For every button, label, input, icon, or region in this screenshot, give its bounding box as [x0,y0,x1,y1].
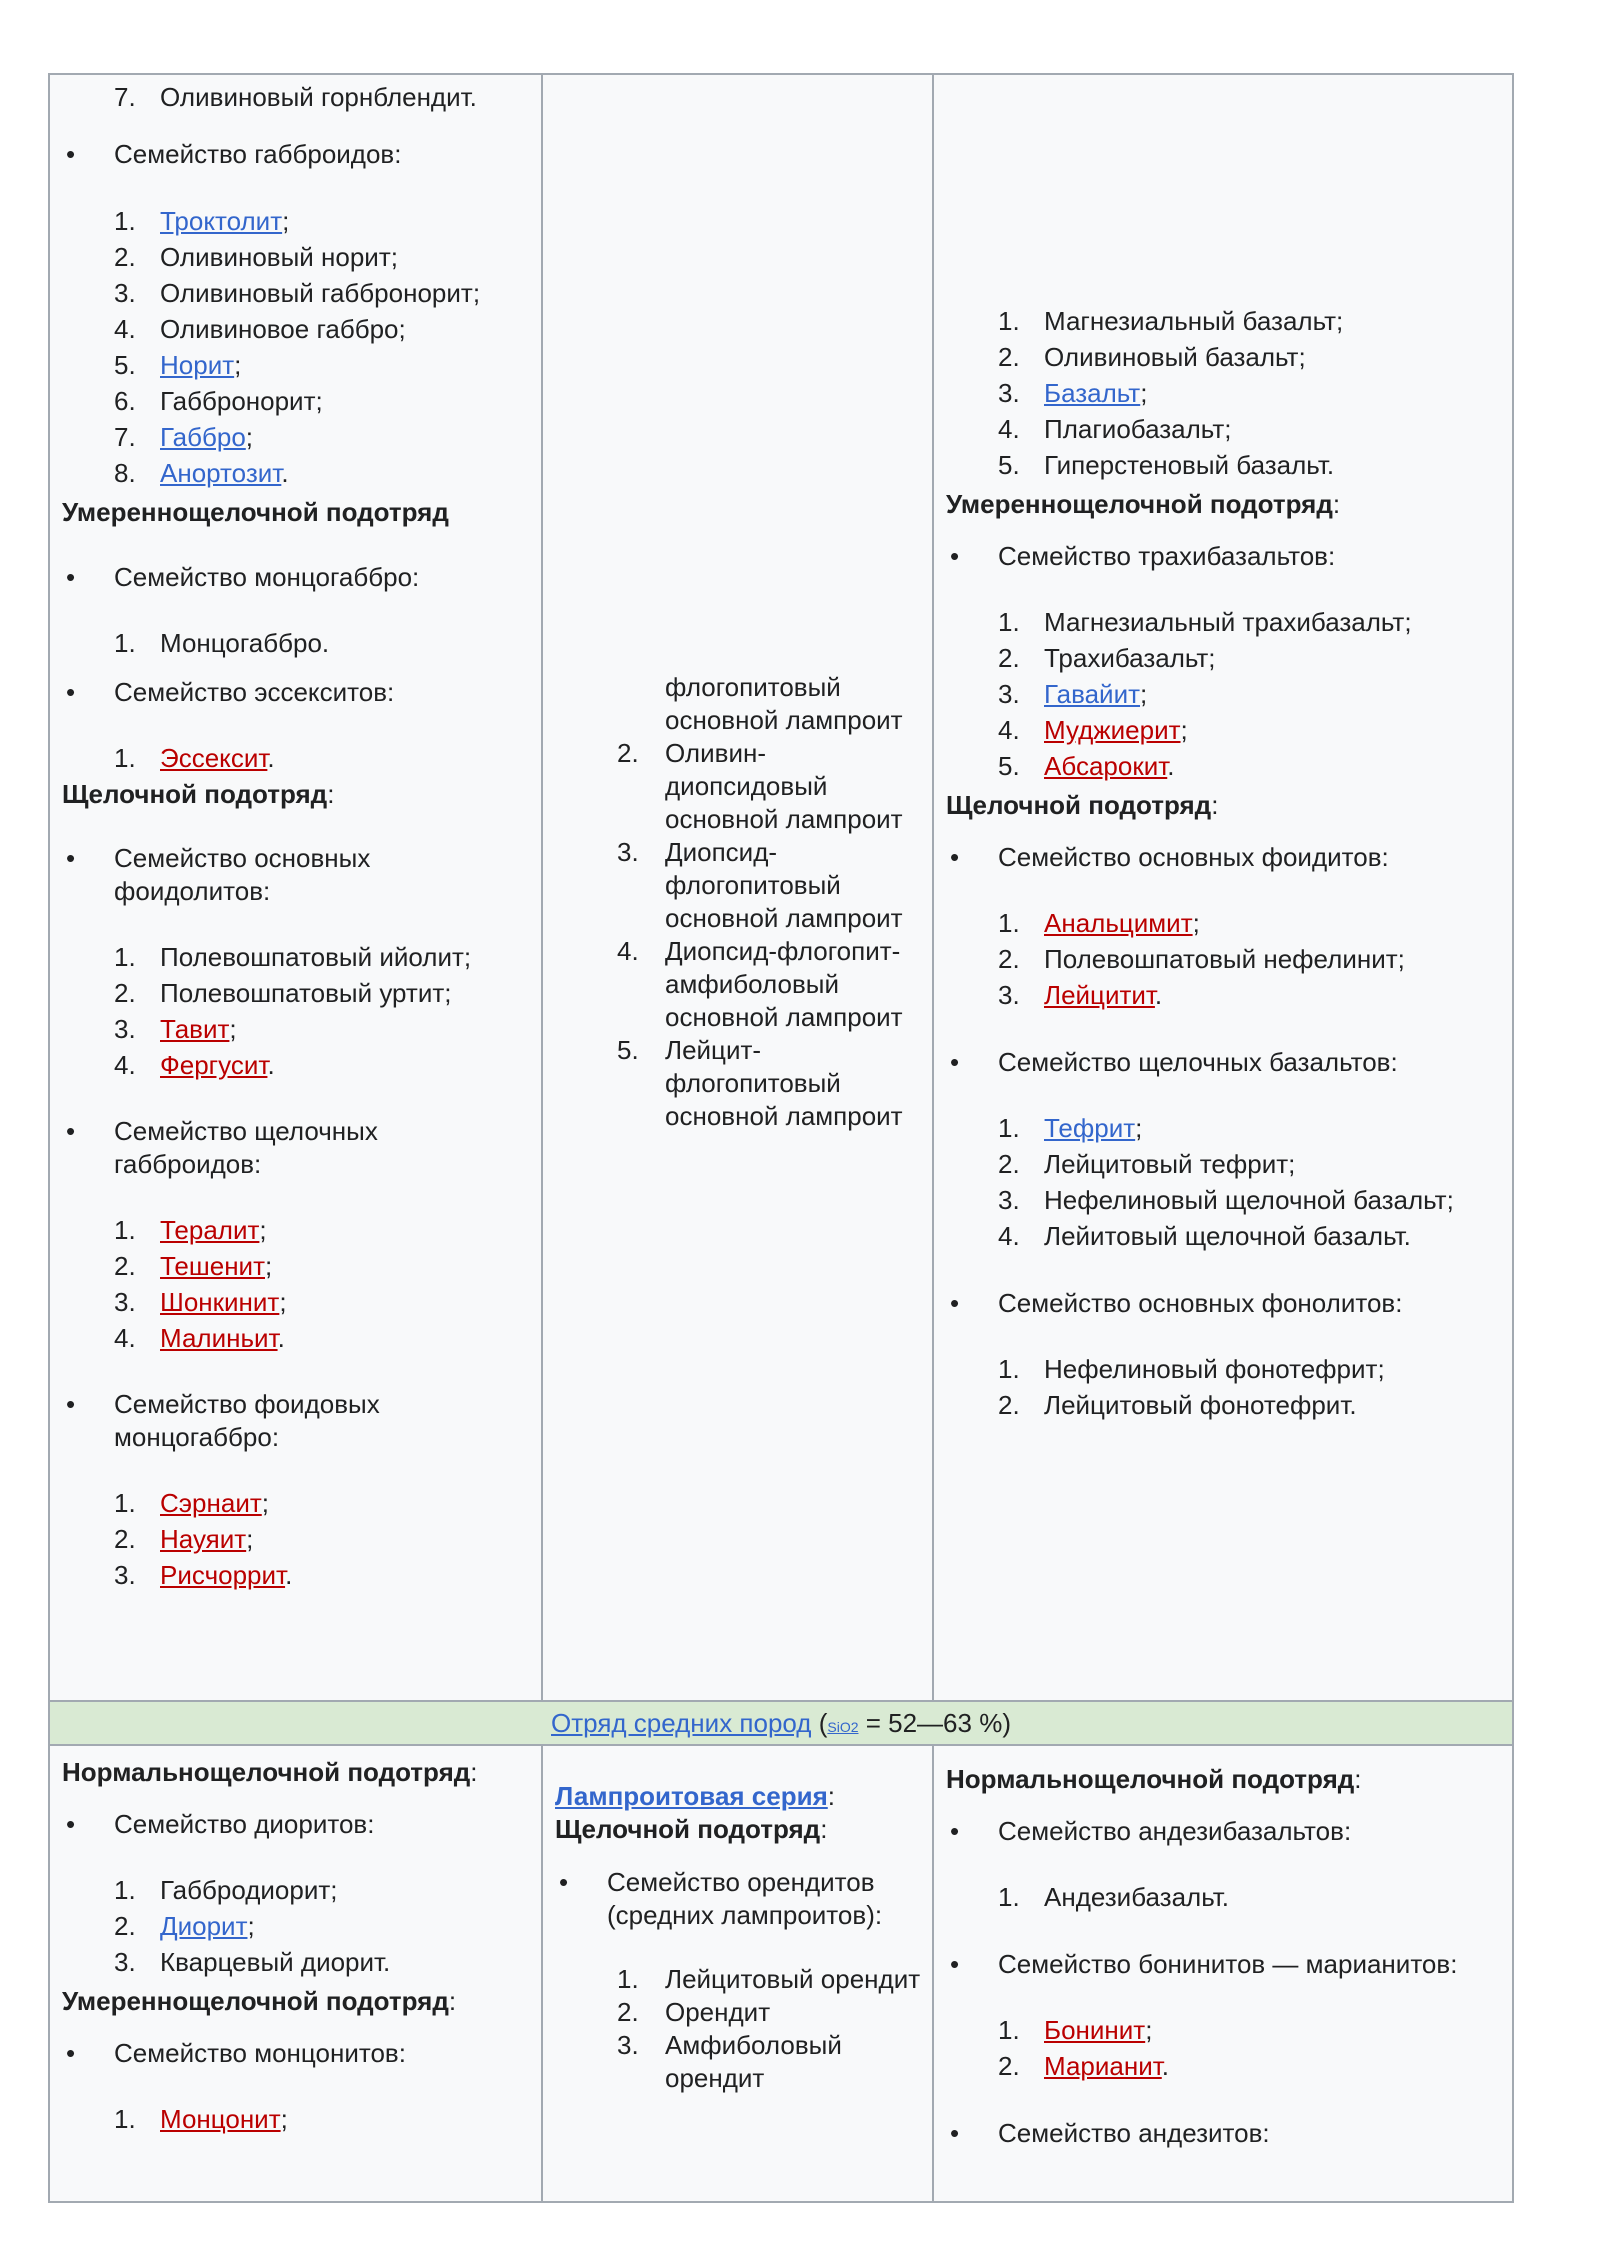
list-item-text: Оливиновый габбронорит; [160,278,481,308]
list-item [62,1011,533,1047]
list-number: 2. [114,1524,136,1554]
list-item [62,1212,533,1248]
list-number: 3. [114,1287,136,1317]
rock-classification-table [48,73,1514,2203]
rock-link[interactable]: Тералит [160,1215,260,1245]
list-punct: ; [246,1524,254,1554]
list-item [62,1320,533,1356]
list-gabbroids [62,203,533,491]
rock-link[interactable]: Науяит [160,1524,247,1554]
list-number: 5. [114,350,136,380]
list-item [62,1908,533,1944]
lamproite-series-heading: Лампроитовая серия: [555,1781,835,1811]
list-number: 4. [114,1050,136,1080]
family-foidites: • Семейство основных фоидитов: [950,842,1389,872]
list-item [946,604,1504,640]
rock-link[interactable]: Шонкинит [160,1287,280,1317]
list-item [62,455,533,491]
list-punct: ; [229,1014,237,1044]
list-alkaline-gabbroids [62,1212,533,1356]
list-number: 4. [114,1323,136,1353]
list-number: 1. [114,942,136,972]
list-number: 4. [998,715,1020,745]
list-item [555,836,924,935]
list-item [62,1557,533,1593]
rock-link[interactable]: Тешенит [160,1251,265,1281]
list-number: 5. [617,1035,639,1065]
list-item [946,447,1504,483]
list-item-text: Полевошпатовый уртит; [160,978,452,1008]
column-plutonic [50,1746,543,2201]
list-punct: . [267,743,275,773]
rock-link[interactable]: Габбро [160,422,246,452]
list-number: 6. [114,386,136,416]
list-number: 3. [998,980,1020,1010]
list-number: 1. [998,607,1020,637]
list-item [946,411,1504,447]
list-number: 2. [998,643,1020,673]
list-item [946,303,1504,339]
list-item [946,2048,1504,2084]
list-foidites [946,905,1504,1013]
list-number: 3. [998,378,1020,408]
list-item [62,419,533,455]
list-item [555,737,924,836]
list-item [62,939,533,975]
list-number: 3. [617,2030,639,2060]
list-boninites [946,2012,1504,2084]
list-number: 1. [114,628,136,658]
list-punct: ; [245,422,254,452]
list-item [62,383,533,419]
list-number: 8. [114,458,136,488]
list-number: 2. [998,944,1020,974]
list-punct: ; [247,1911,255,1941]
list-item-text: Кварцевый диорит. [160,1947,391,1977]
rock-link[interactable]: Тавит [160,1014,230,1044]
subgroup-moderate-alkaline: Умереннощелочной подотряд: [62,1986,457,2016]
list-number: 3. [998,679,1020,709]
list-item [946,748,1504,784]
sio2-link[interactable]: SiO2 [827,1719,859,1735]
list-item-text: Лейитовый щелочной базальт. [1044,1221,1411,1251]
list-item-text: Нефелиновый щелочной базальт; [1044,1185,1454,1215]
rock-link[interactable]: Бонинит [1044,2015,1146,2045]
list-number: 1. [998,1354,1020,1384]
list-number: 2. [114,242,136,272]
list-item [946,1182,1504,1218]
list-lamproites [555,737,924,1133]
list-number: 2. [998,1390,1020,1420]
table-row-basic-rocks [50,75,1512,1700]
list-item [946,941,1504,977]
list-item [946,2012,1504,2048]
list-number: 1. [998,306,1020,336]
list-number: 2. [114,1251,136,1281]
column-lamproite [543,75,934,1700]
list-item [62,740,533,776]
list-number: 3. [998,1185,1020,1215]
list-number: 1. [114,1488,136,1518]
list-item [946,1387,1504,1423]
list-number: 3. [114,1560,136,1590]
family-diorites: • Семейство диоритов: [66,1809,375,1839]
list-number: 3. [617,837,639,867]
list-number: 2. [617,738,639,768]
list-item [62,2101,533,2137]
list-item [62,311,533,347]
list-item [946,1110,1504,1146]
list-number: 2. [998,2051,1020,2081]
list-item [62,1248,533,1284]
family-phonolites: • Семейство основных фонолитов: [950,1288,1403,1318]
subgroup-normal-alkaline: Нормальнощелочной подотряд: [946,1764,1362,1794]
list-punct: ; [1145,2015,1153,2045]
list-punct: ; [234,350,242,380]
list-item-text: Нефелиновый фонотефрит; [1044,1354,1385,1384]
family-monzonites: • Семейство монцонитов: [66,2038,406,2068]
list-item-text: Лейцитовый орендит [665,1964,921,1994]
rock-link[interactable]: Рисчоррит [160,1560,286,1590]
list-basalts [946,303,1504,483]
subgroup-alkaline: Щелочной подотряд: [62,779,335,809]
family-trachybasalts: • Семейство трахибазальтов: [950,541,1336,571]
list-item-text: Магнезиальный трахибазальт; [1044,607,1412,637]
list-item-text: Гиперстеновый базальт. [1044,450,1335,480]
rock-link[interactable]: Диорит [160,1911,248,1941]
list-item-text: Орендит [665,1997,771,2027]
list-punct: . [1154,980,1163,1010]
list-item-text: Амфиболовый орендит [665,2030,842,2093]
list-monzonites [62,2101,533,2137]
list-item [62,1047,533,1083]
list-item [62,1284,533,1320]
list-continued [62,75,533,115]
list-item [946,339,1504,375]
list-item-text: Магнезиальный базальт; [1044,306,1344,336]
list-punct: . [1161,2051,1169,2081]
subgroup-alkaline: Щелочной подотряд: [946,790,1219,820]
subgroup-normal-alkaline: Нормальнощелочной подотряд: [62,1757,478,1787]
list-item [946,1218,1504,1254]
list-punct: ; [282,206,290,236]
list-item-text: Полевошпатовый ийолит; [160,942,472,972]
family-boninites: • Семейство бонинитов — марианитов: [950,1949,1458,1979]
list-item-text: Габбронорит; [160,386,323,416]
list-essexites [62,740,533,776]
family-gabbroids: • Семейство габброидов: [66,139,402,169]
list-item [555,935,924,1034]
list-punct: . [281,458,289,488]
rock-link[interactable]: Анортозит [160,458,282,488]
list-number: 1. [114,206,136,236]
list-punct: ; [1135,1113,1143,1143]
list-number: 5. [998,450,1020,480]
list-item-text: Габбродиорит; [160,1875,338,1905]
list-trachybasalts [946,604,1504,784]
rock-link[interactable]: Лейцитит [1044,980,1155,1010]
list-item [555,2029,924,2095]
list-item [62,1485,533,1521]
family-monzogabbro: • Семейство монцогаббро: [66,562,420,592]
family-andesites: • Семейство андезитов: [950,2118,1270,2148]
list-foidolites [62,939,533,1083]
list-punct: ; [1192,908,1200,938]
subgroup-alkaline: Щелочной подотряд: [555,1814,828,1844]
list-item [946,375,1504,411]
list-punct: ; [1140,378,1148,408]
column-volcanic [934,75,1512,1700]
list-number: 7. [114,422,136,452]
list-number: 2. [998,1149,1020,1179]
list-item [62,275,533,311]
intermediate-rocks-link[interactable]: Отряд средних пород [551,1708,812,1738]
list-number: 4. [114,314,136,344]
list-item [946,676,1504,712]
list-number: 1. [617,1964,639,1994]
rock-link[interactable]: Фергусит [160,1050,268,1080]
list-item-text: Полевошпатовый нефелинит; [1044,944,1405,974]
rock-link[interactable]: Абсарокит [1044,751,1168,781]
list-andesibasalts [946,1879,1504,1915]
rock-link[interactable]: Монцонит [160,2104,281,2134]
list-number: 1. [114,1215,136,1245]
list-item-text: Андезибазальт. [1044,1882,1229,1912]
list-number: 1. [998,1113,1020,1143]
rock-link[interactable]: Малиньит [160,1323,278,1353]
family-foid-monzogabbro: • Семейство фоидовых монцогаббро: [66,1389,380,1452]
rock-link[interactable]: Эссексит [160,743,268,773]
list-number: 3. [114,1947,136,1977]
list-item-text: Оливин-диопсидовый основной лампроит [665,738,903,834]
list-item [62,625,533,661]
list-number: 1. [998,1882,1020,1912]
family-alkaline-gabbroids: • Семейство щелочных габброидов: [66,1116,378,1179]
family-foidolites: • Семейство основных фоидолитов: [66,843,371,906]
list-item [62,1521,533,1557]
list-item [555,1996,924,2029]
rock-link[interactable]: Сэрнаит [160,1488,262,1518]
list-phonolites [946,1351,1504,1423]
list-item-text: Диопсид-флогопит-амфиболовый основной лампроит [665,936,903,1032]
list-item [62,203,533,239]
list-punct: ; [1180,715,1188,745]
list-number: 1. [998,908,1020,938]
family-essexites: • Семейство эссекситов: [66,677,395,707]
list-item [555,1963,924,1996]
list-item [946,712,1504,748]
column-volcanic [934,1746,1512,2201]
list-punct: ; [265,1251,273,1281]
list-number: 2. [617,1997,639,2027]
list-punct: . [277,1323,285,1353]
list-item [62,1944,533,1980]
list-number: 1. [114,743,136,773]
list-item [62,975,533,1011]
list-item-text: Оливиновый норит; [160,242,398,272]
rock-link[interactable]: Базальт [1044,378,1141,408]
list-punct: ; [261,1488,269,1518]
list-alkaline-basalts [946,1110,1504,1254]
list-item [946,977,1504,1013]
section-header-intermediate-rocks: Отряд средних пород (SiO2 = 52—63 %) [50,1700,1512,1746]
list-number: 3. [114,1014,136,1044]
list-item-text: Лейцит-флогопитовый основной лампроит [665,1035,903,1131]
rock-link[interactable]: Тефрит [1044,1113,1136,1143]
list-item-text: Плагиобазальт; [1044,414,1232,444]
column-plutonic [50,75,543,1700]
list-punct: ; [280,2104,288,2134]
list-diorites [62,1872,533,1980]
list-item [62,1872,533,1908]
list-item [946,1879,1504,1915]
list-item [946,640,1504,676]
list-item [62,347,533,383]
list-punct: ; [259,1215,267,1245]
list-item-text: Лейцитовый фонотефрит. [1044,1390,1357,1420]
list-punct: ; [279,1287,287,1317]
family-orendites: • Семейство орендитов (средних лампроитов): [559,1867,883,1930]
list-number: 1. [114,2104,136,2134]
list-number: 4. [998,414,1020,444]
column-lamproite [543,1746,934,2201]
list-number: 2. [114,1911,136,1941]
list-number: 3. [114,278,136,308]
rock-link[interactable]: Норит [160,350,235,380]
list-monzogabbro [62,625,533,661]
subgroup-moderate-alkaline: Умереннощелочной подотряд: [946,489,1341,519]
list-item [946,1146,1504,1182]
list-orendites [555,1963,924,2095]
list-number: 4. [617,936,639,966]
rock-link[interactable]: Троктолит [160,206,283,236]
list-punct: . [267,1050,275,1080]
list-item [946,1351,1504,1387]
list-item: 7. Оливиновый горнблендит. [114,82,477,112]
lamproite-series-link[interactable]: Лампроитовая серия [555,1781,828,1811]
list-punct: ; [1140,679,1148,709]
rock-link[interactable]: Анальцимит [1044,908,1193,938]
list-item [62,239,533,275]
family-andesibasalts: • Семейство андезибазальтов: [950,1816,1352,1846]
list-number: 2. [998,342,1020,372]
list-item-text: Лейцитовый тефрит; [1044,1149,1296,1179]
rock-link[interactable]: Марианит [1044,2051,1162,2081]
list-item-text: Оливиновый базальт; [1044,342,1306,372]
subgroup-moderate-alkaline: Умереннощелочной подотряд [62,497,449,527]
list-foid-monzogabbro [62,1485,533,1593]
continued-item-text: флогопитовый основной лампроит [665,672,903,735]
list-punct: . [285,1560,293,1590]
list-item-text: Монцогаббро. [160,628,330,658]
list-item-text: Диопсид-флогопитовый основной лампроит [665,837,903,933]
list-number: 4. [998,1221,1020,1251]
table-row-intermediate-rocks [50,1746,1512,2201]
list-item [946,905,1504,941]
list-item [555,1034,924,1133]
list-item-text: Трахибазальт; [1044,643,1216,673]
family-alkaline-basalts: • Семейство щелочных базальтов: [950,1047,1398,1077]
list-number: 1. [114,1875,136,1905]
list-number: 5. [998,751,1020,781]
list-punct: . [1167,751,1175,781]
list-number: 1. [998,2015,1020,2045]
list-item-text: Оливиновое габбро; [160,314,406,344]
list-number: 2. [114,978,136,1008]
rock-link[interactable]: Муджиерит [1044,715,1181,745]
rock-link[interactable]: Гавайит [1044,679,1141,709]
